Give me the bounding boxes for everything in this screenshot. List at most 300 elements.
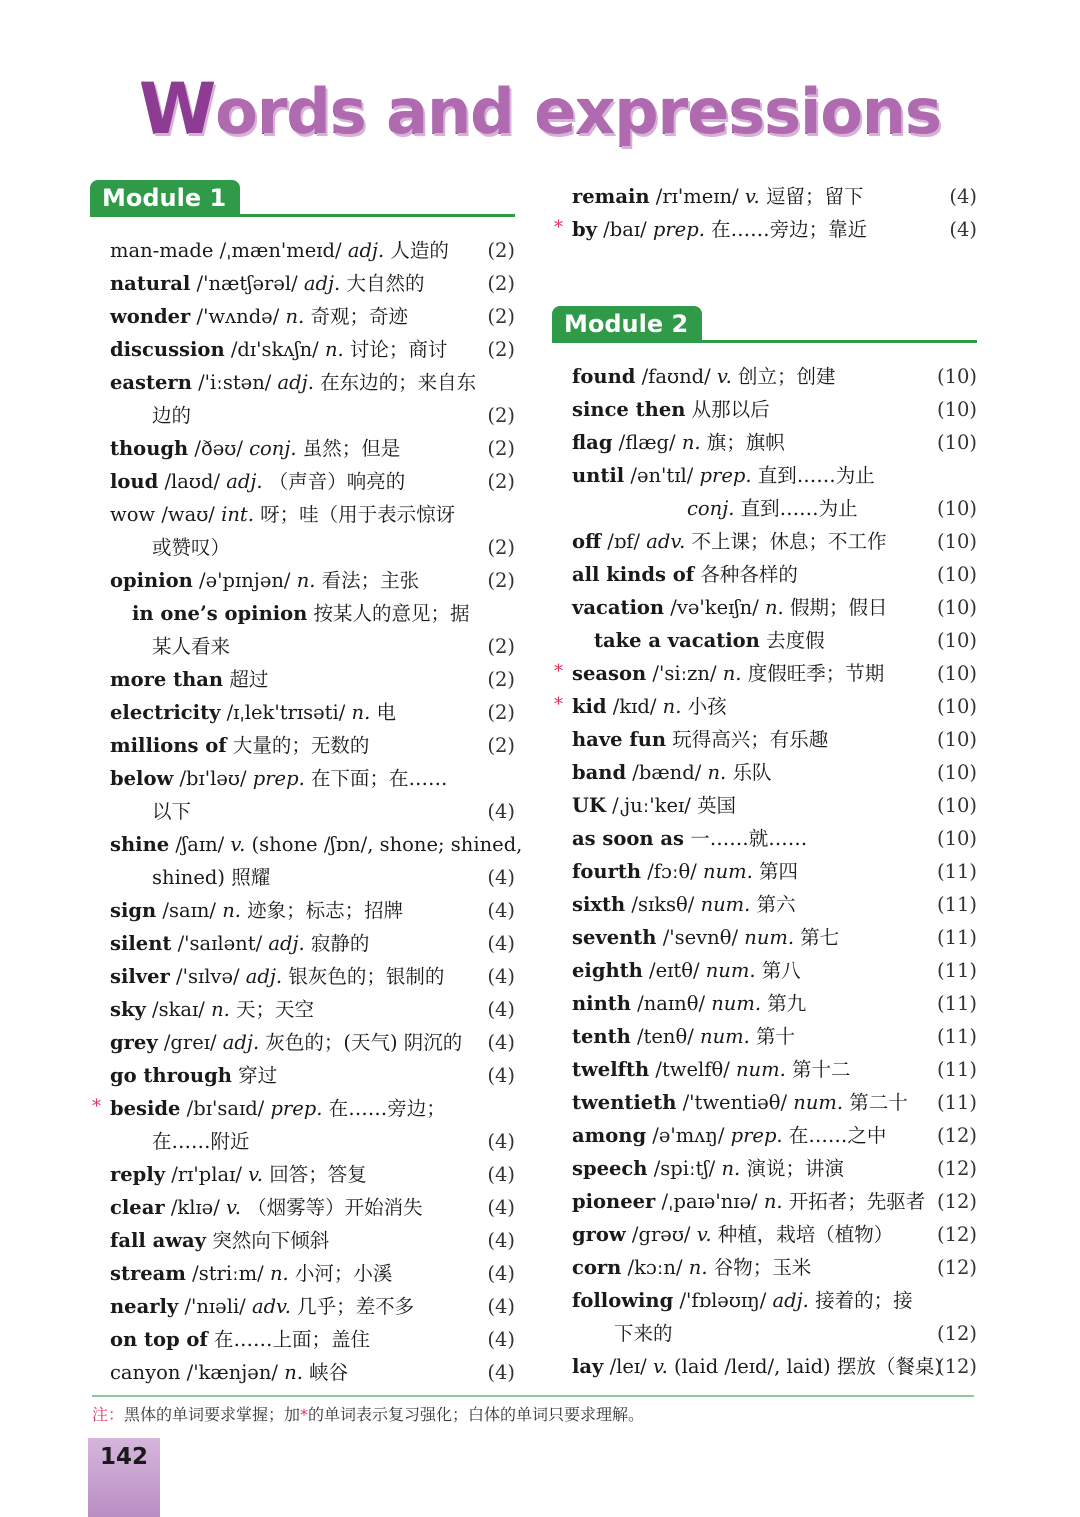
definition: 旗；旗帜 — [706, 431, 785, 454]
part-of-speech: n. — [681, 431, 701, 454]
word-entry — [90, 1092, 515, 1125]
definition: 假期；假日 — [789, 596, 888, 619]
page-reference: (4) — [487, 1064, 515, 1087]
headword: lay — [572, 1355, 604, 1378]
headword: pioneer — [572, 1190, 656, 1213]
word-entry — [90, 762, 515, 795]
definition: 第十二 — [792, 1058, 851, 1081]
definition: 第十 — [756, 1025, 796, 1048]
phonetic: /sɪksθ/ — [631, 893, 695, 916]
word-entry — [90, 300, 515, 333]
page-reference: (11) — [936, 926, 977, 949]
page-reference: (4) — [487, 1229, 515, 1252]
headword: seventh — [572, 926, 657, 949]
headword: go through — [110, 1064, 232, 1087]
word-entry — [552, 657, 977, 690]
word-entry — [90, 927, 515, 960]
word-entry — [552, 1251, 977, 1284]
word-entry — [552, 624, 977, 657]
part-of-speech: int. — [221, 503, 254, 526]
definition: 度假旺季；节期 — [747, 662, 885, 685]
page-reference: (4) — [487, 1163, 515, 1186]
definition: 寂静的 — [310, 932, 370, 955]
headword: man-made — [110, 239, 214, 262]
word-entry — [552, 525, 977, 558]
definition: 几乎；差不多 — [297, 1295, 415, 1318]
word-entry — [552, 1185, 977, 1218]
page-title — [0, 68, 1080, 150]
definition: 英国 — [697, 794, 737, 817]
headword: beside — [110, 1097, 181, 1120]
word-entry — [90, 861, 515, 894]
headword: kid — [572, 695, 607, 718]
page-reference: (11) — [936, 893, 977, 916]
page-number-tab — [88, 1438, 160, 1517]
phonetic: /bænd/ — [632, 761, 702, 784]
phonetic: /rɪ'plaɪ/ — [171, 1163, 242, 1186]
part-of-speech: n. — [707, 761, 727, 784]
phonetic: /rɪ'meɪn/ — [655, 185, 739, 208]
definition: 呀；哇（用于表示惊讶 — [260, 503, 456, 526]
page-reference: (4) — [487, 998, 515, 1021]
definition: 各种各样的 — [700, 563, 798, 586]
part-of-speech: n. — [662, 695, 682, 718]
module-1-word-list — [90, 234, 523, 1389]
headword: corn — [572, 1256, 622, 1279]
headword: vacation — [572, 596, 665, 619]
word-entry — [552, 1350, 977, 1383]
word-entry — [90, 696, 515, 729]
headword: speech — [572, 1157, 648, 1180]
page-reference: (12) — [936, 1223, 977, 1246]
definition: 直到……为止 — [740, 497, 858, 520]
phonetic: /waʊ/ — [161, 503, 215, 526]
page-reference: (4) — [487, 965, 515, 988]
word-entry — [552, 855, 977, 888]
headword: twentieth — [572, 1091, 677, 1114]
phonetic: /bɪ'ləʊ/ — [179, 767, 247, 790]
definition: 迹象；标志；招牌 — [247, 899, 404, 922]
page-reference: (4) — [487, 932, 515, 955]
page-reference: (12) — [936, 1256, 977, 1279]
definition: 突然向下倾斜 — [212, 1229, 330, 1252]
part-of-speech: num. — [703, 860, 753, 883]
phonetic: /'iːstən/ — [198, 371, 272, 394]
phonetic: /'wʌndə/ — [196, 305, 280, 328]
part-of-speech: n. — [269, 1262, 289, 1285]
definition: 小河；小溪 — [294, 1262, 393, 1285]
word-entry — [552, 756, 977, 789]
page-reference: (11) — [936, 860, 977, 883]
part-of-speech: adj. — [303, 272, 341, 295]
headword: sixth — [572, 893, 626, 916]
phonetic: /ˌjuː'keɪ/ — [612, 794, 691, 817]
part-of-speech: num. — [711, 992, 762, 1015]
definition: shined) 照耀 — [152, 866, 271, 889]
phonetic: /ɒf/ — [607, 530, 641, 553]
footnote-star: * — [300, 1405, 309, 1424]
word-entry — [90, 663, 515, 696]
word-entry — [90, 729, 515, 762]
part-of-speech: prep. — [699, 464, 752, 487]
phonetic: /'nætʃərəl/ — [196, 272, 298, 295]
part-of-speech: num. — [736, 1058, 786, 1081]
definition: 直到……为止 — [757, 464, 875, 487]
page-reference: (10) — [936, 662, 977, 685]
part-of-speech: adj. — [226, 470, 263, 493]
word-entry — [90, 1158, 515, 1191]
headword: found — [572, 365, 636, 388]
word-entry — [90, 1323, 515, 1356]
phonetic: /leɪ/ — [609, 1355, 647, 1378]
part-of-speech: num. — [705, 959, 756, 982]
definition: 下来的 — [614, 1322, 673, 1345]
word-entry — [552, 1020, 977, 1053]
definition: 第九 — [767, 992, 807, 1015]
phonetic: /eɪtθ/ — [649, 959, 700, 982]
asterisk-icon: * — [92, 1096, 101, 1117]
definition: 奇观；奇迹 — [310, 305, 408, 328]
definition: 人造的 — [390, 239, 449, 262]
phonetic: /twelfθ/ — [655, 1058, 730, 1081]
definition: 在……之中 — [788, 1124, 887, 1147]
phonetic: /faʊnd/ — [641, 365, 711, 388]
word-entry — [90, 630, 515, 663]
part-of-speech: v. — [652, 1355, 668, 1378]
headword: since then — [572, 398, 686, 421]
part-of-speech: n. — [296, 569, 316, 592]
headword: on top of — [110, 1328, 208, 1351]
word-entry — [90, 1026, 515, 1059]
part-of-speech: num. — [793, 1091, 844, 1114]
part-of-speech: prep. — [252, 767, 305, 790]
definition: 超过 — [229, 668, 269, 691]
word-entry — [552, 1086, 977, 1119]
phonetic: /striːm/ — [192, 1262, 264, 1285]
definition: 在……旁边；靠近 — [711, 218, 868, 241]
module-2-word-list — [552, 360, 977, 1383]
phonetic: /ən'tɪl/ — [630, 464, 694, 487]
word-entry — [552, 213, 977, 246]
definition: （声音）响亮的 — [268, 470, 406, 493]
phonetic: /ə'mʌŋ/ — [652, 1124, 725, 1147]
phonetic: /greɪ/ — [163, 1031, 217, 1054]
page-reference: (4) — [487, 1130, 515, 1153]
definition: (laid /leɪd/, laid) 摆放（餐桌) — [674, 1355, 942, 1378]
headword: stream — [110, 1262, 186, 1285]
word-entry — [552, 1119, 977, 1152]
page-reference: (12) — [936, 1157, 977, 1180]
definition: 边的 — [152, 404, 192, 427]
headword: off — [572, 530, 602, 553]
part-of-speech: v. — [226, 1196, 241, 1219]
phonetic: /skaɪ/ — [152, 998, 205, 1021]
headword: among — [572, 1124, 647, 1147]
definition: 一……就…… — [690, 827, 808, 850]
title-rest: ords and expressions — [215, 75, 941, 148]
part-of-speech: num. — [700, 893, 751, 916]
part-of-speech: n. — [721, 1157, 741, 1180]
part-of-speech: adj. — [347, 239, 385, 262]
definition: 从那以后 — [691, 398, 770, 421]
page-reference: (2) — [487, 701, 515, 724]
phonetic: /'twentiəθ/ — [682, 1091, 788, 1114]
definition: 大自然的 — [346, 272, 425, 295]
definition: 小孩 — [687, 695, 727, 718]
definition: （烟雾等）开始消失 — [247, 1196, 423, 1219]
headword: sign — [110, 899, 157, 922]
headword: until — [572, 464, 625, 487]
definition: 创立；创建 — [738, 365, 836, 388]
part-of-speech: adj. — [772, 1289, 809, 1312]
module-1-header — [90, 180, 515, 222]
page-reference: (11) — [936, 1058, 977, 1081]
part-of-speech: n. — [285, 305, 305, 328]
phonetic: /saɪn/ — [162, 899, 216, 922]
page-reference: (10) — [936, 728, 977, 751]
phonetic: /fɔːθ/ — [647, 860, 697, 883]
headword: take a vacation — [594, 629, 760, 652]
word-entry — [90, 960, 515, 993]
page-reference: (10) — [936, 530, 977, 553]
word-entry — [552, 921, 977, 954]
footnote — [92, 1402, 644, 1425]
word-entry — [552, 888, 977, 921]
definition: 第四 — [759, 860, 799, 883]
headword: electricity — [110, 701, 221, 724]
headword: by — [572, 218, 597, 241]
page-reference: (10) — [936, 629, 977, 652]
phonetic: /'siːzn/ — [652, 662, 717, 685]
page-reference: (4) — [949, 185, 977, 208]
phonetic: /'nɪəli/ — [184, 1295, 246, 1318]
phonetic: /flæg/ — [618, 431, 676, 454]
page-reference: (4) — [487, 1262, 515, 1285]
part-of-speech: n. — [722, 662, 742, 685]
page-number: 142 — [99, 1444, 148, 1470]
headword: opinion — [110, 569, 193, 592]
word-entry — [90, 1224, 515, 1257]
definition: 不上课；休息；不工作 — [691, 530, 887, 553]
word-entry — [552, 492, 977, 525]
headword: remain — [572, 185, 650, 208]
word-entry — [552, 180, 977, 213]
page-reference: (2) — [487, 338, 515, 361]
phonetic: /'fɒləʊɪŋ/ — [679, 1289, 767, 1312]
headword: grow — [572, 1223, 626, 1246]
page-reference: (4) — [487, 1295, 515, 1318]
part-of-speech: prep. — [652, 218, 705, 241]
headword: though — [110, 437, 189, 460]
part-of-speech: n. — [765, 596, 784, 619]
headword: wonder — [110, 305, 191, 328]
part-of-speech: n. — [324, 338, 344, 361]
phonetic: /ˌpaɪə'nɪə/ — [661, 1190, 758, 1213]
page-reference: (10) — [936, 794, 977, 817]
part-of-speech: n. — [211, 998, 230, 1021]
headword: fourth — [572, 860, 642, 883]
headword: below — [110, 767, 174, 790]
page-reference: (2) — [487, 305, 515, 328]
part-of-speech: v. — [716, 365, 732, 388]
word-entry — [90, 1290, 515, 1323]
phonetic: /'sevnθ/ — [662, 926, 739, 949]
part-of-speech: adj. — [268, 932, 305, 955]
headword: as soon as — [572, 827, 684, 850]
word-entry — [552, 1317, 977, 1350]
headword: following — [572, 1289, 674, 1312]
page-reference: (10) — [936, 431, 977, 454]
headword: in one’s opinion — [132, 602, 308, 625]
phonetic: /və'keɪʃn/ — [670, 596, 759, 619]
word-entry — [90, 234, 515, 267]
part-of-speech: prep. — [270, 1097, 323, 1120]
word-entry — [90, 828, 523, 861]
definition: 大量的；无数的 — [232, 734, 370, 757]
word-entry — [552, 1284, 977, 1317]
part-of-speech: n. — [284, 1361, 303, 1384]
page-reference: (2) — [487, 404, 515, 427]
module-2-label: Module 2 — [552, 306, 702, 342]
definition: 讨论；商讨 — [349, 338, 448, 361]
word-entry — [90, 894, 515, 927]
headword: loud — [110, 470, 159, 493]
part-of-speech: v. — [248, 1163, 264, 1186]
page-reference: (4) — [487, 1328, 515, 1351]
page-reference: (2) — [487, 668, 515, 691]
part-of-speech: conj. — [249, 437, 297, 460]
word-entry — [90, 993, 515, 1026]
word-entry — [552, 393, 977, 426]
definition: 天；天空 — [236, 998, 315, 1021]
page-reference: (12) — [936, 1355, 977, 1378]
page-reference: (4) — [487, 866, 515, 889]
word-entry — [552, 987, 977, 1020]
word-entry — [552, 1218, 977, 1251]
definition: 峡谷 — [309, 1361, 349, 1384]
page-reference: (12) — [936, 1190, 977, 1213]
word-entry — [552, 690, 977, 723]
part-of-speech: adv. — [646, 530, 686, 553]
headword: wow — [110, 503, 156, 526]
page-reference: (4) — [487, 1196, 515, 1219]
definition: 穿过 — [238, 1064, 278, 1087]
title-initial: W — [139, 68, 216, 150]
part-of-speech: conj. — [687, 497, 735, 520]
page-reference: (2) — [487, 272, 515, 295]
module-2-header — [552, 306, 977, 348]
page-reference: (2) — [487, 239, 515, 262]
headword: grey — [110, 1031, 158, 1054]
part-of-speech: num. — [744, 926, 795, 949]
headword: canyon — [110, 1361, 181, 1384]
page-reference: (11) — [936, 1091, 977, 1114]
part-of-speech: prep. — [730, 1124, 783, 1147]
part-of-speech: v. — [230, 833, 246, 856]
definition: 回答；答复 — [269, 1163, 367, 1186]
phonetic: /grəʊ/ — [631, 1223, 691, 1246]
footnote-lead: 注： — [92, 1405, 125, 1424]
word-entry — [90, 399, 515, 432]
part-of-speech: adj. — [277, 371, 314, 394]
headword: tenth — [572, 1025, 631, 1048]
definition: 看法；主张 — [321, 569, 420, 592]
word-entry — [90, 465, 515, 498]
page-reference: (10) — [936, 563, 977, 586]
footnote-divider — [92, 1395, 974, 1397]
definition: 玩得高兴；有乐趣 — [672, 728, 829, 751]
page-reference: (4) — [487, 1031, 515, 1054]
headword: discussion — [110, 338, 225, 361]
page-reference: (4) — [487, 1361, 515, 1384]
phonetic: /ˌmæn'meɪd/ — [219, 239, 342, 262]
page-reference: (11) — [936, 992, 977, 1015]
word-entry — [552, 1152, 977, 1185]
word-entry — [90, 1356, 515, 1389]
headword: silver — [110, 965, 170, 988]
word-entry — [90, 564, 515, 597]
headword: flag — [572, 431, 613, 454]
word-entry — [90, 1125, 515, 1158]
headword: season — [572, 662, 647, 685]
definition: 第二十 — [849, 1091, 908, 1114]
definition: 第八 — [761, 959, 801, 982]
headword: clear — [110, 1196, 165, 1219]
headword: sky — [110, 998, 146, 1021]
definition: 某人看来 — [152, 635, 231, 658]
definition: 在……附近 — [152, 1130, 250, 1153]
headword: UK — [572, 794, 606, 817]
module-1-label: Module 1 — [90, 180, 240, 216]
word-entry — [90, 531, 515, 564]
word-entry — [552, 723, 977, 756]
word-entry — [552, 360, 977, 393]
definition: 种植，栽培（植物） — [717, 1223, 894, 1246]
definition: 乐队 — [732, 761, 772, 784]
footnote-text-a: 黑体的单词要求掌握；加 — [124, 1405, 301, 1424]
headword: all kinds of — [572, 563, 695, 586]
page-reference: (10) — [936, 365, 977, 388]
definition: 开拓者；先驱者 — [788, 1190, 926, 1213]
word-entry — [90, 366, 515, 399]
headword: natural — [110, 272, 191, 295]
part-of-speech: v. — [696, 1223, 712, 1246]
word-entry — [552, 1053, 977, 1086]
phonetic: /laʊd/ — [164, 470, 221, 493]
definition: 演说；讲演 — [746, 1157, 844, 1180]
headword: reply — [110, 1163, 166, 1186]
phonetic: /ʃaɪn/ — [175, 833, 225, 856]
word-entry — [90, 333, 515, 366]
definition: 按某人的意见；据 — [313, 602, 470, 625]
asterisk-icon: * — [554, 661, 563, 682]
page-reference: (2) — [487, 734, 515, 757]
page-reference: (4) — [487, 800, 515, 823]
right-column — [552, 180, 977, 1383]
phonetic: /spiːtʃ/ — [653, 1157, 716, 1180]
page-reference: (4) — [949, 218, 977, 241]
definition: 接着的；接 — [815, 1289, 913, 1312]
headword: silent — [110, 932, 172, 955]
page-reference: (10) — [936, 497, 977, 520]
page-reference: (2) — [487, 470, 515, 493]
definition: 在……旁边； — [328, 1097, 446, 1120]
phonetic: /'kænjən/ — [186, 1361, 278, 1384]
word-entry — [90, 498, 515, 531]
definition: 在东边的；来自东 — [320, 371, 477, 394]
page-reference: (10) — [936, 398, 977, 421]
word-entry — [90, 1191, 515, 1224]
